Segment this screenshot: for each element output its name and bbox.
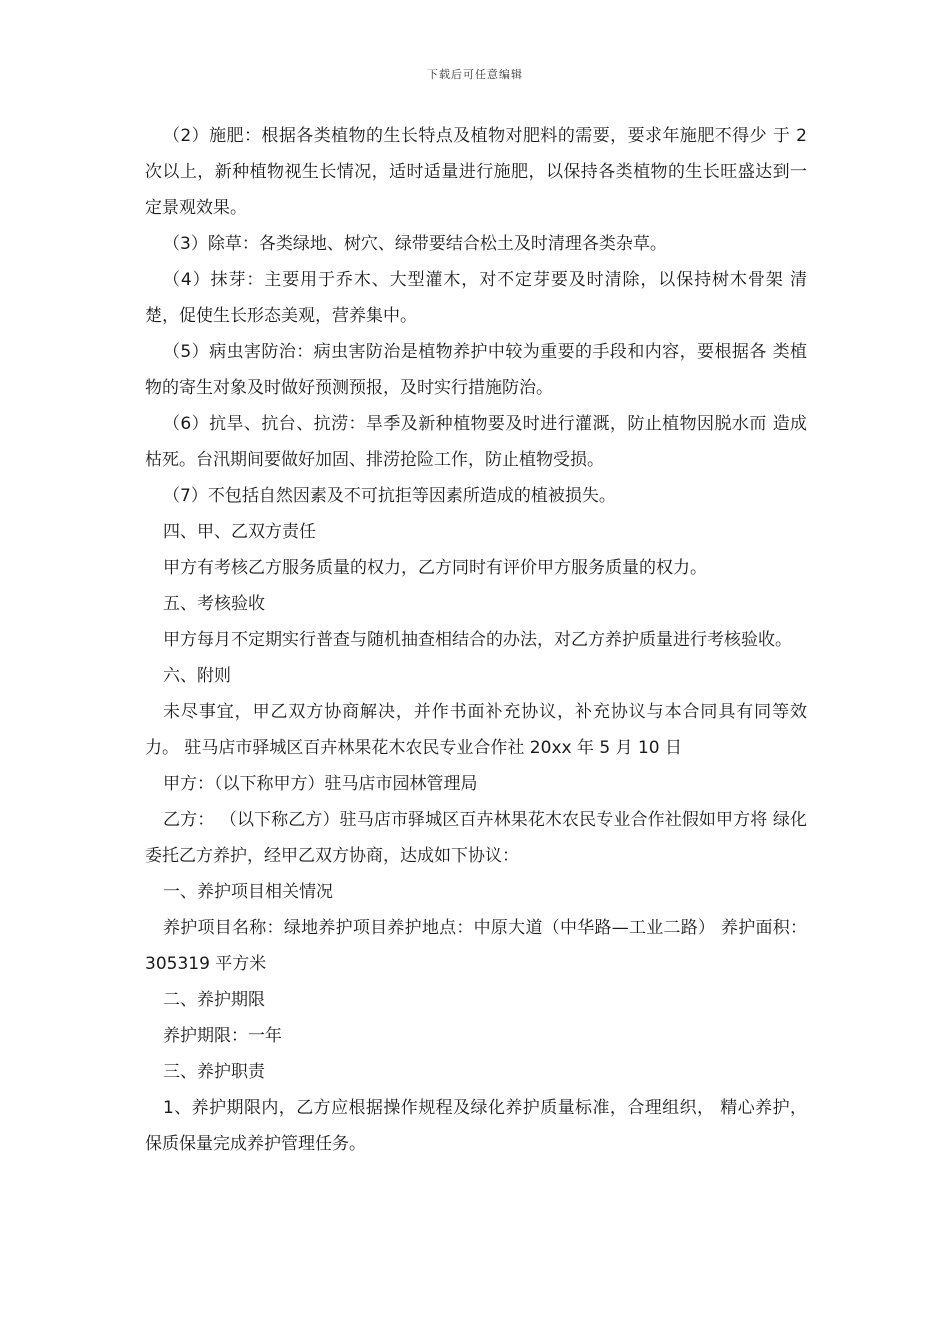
paragraph-fertilizing: （2）施肥：根据各类植物的生长特点及植物对肥料的需要，要求年施肥不得少 于 2 次以上，新种植物视生长情况，适时适量进行施肥，以保持各类植物的生长旺盛达到一定景观效果。 <box>145 126 807 218</box>
paragraph-bud-removal: （4）抹芽：主要用于乔木、大型灌木，对不定芽要及时清除，以保持树木骨架 清楚，促使生长形态美观，营养集中。 <box>145 270 807 326</box>
paragraph-party-a: 甲方：（以下称甲方）驻马店市园林管理局 <box>163 774 478 794</box>
paragraph-weeding: （3）除草：各类绿地、树穴、绿带要结合松土及时清理各类杂草。 <box>163 234 667 254</box>
paragraph-responsibilities: 甲方有考核乙方服务质量的权力，乙方同时有评价甲方服务质量的权力。 <box>163 558 707 578</box>
section-heading-inspection: 五、考核验收 <box>163 594 265 614</box>
paragraph-pest-control: （5）病虫害防治：病虫害防治是植物养护中较为重要的手段和内容，要根据各 类植物的寄生对象及时做好预测预报，及时实行措施防治。 <box>145 342 807 398</box>
section-heading-period: 二、养护期限 <box>163 990 265 1010</box>
paragraph-exclusions: （7）不包括自然因素及不可抗拒等因素所造成的植被损失。 <box>163 486 616 506</box>
paragraph-project-details: 养护项目名称：绿地养护项目养护地点：中原大道（中华路—工业二路） 养护面积：305319 平方米 <box>145 918 807 974</box>
paragraph-supplementary: 未尽事宜，甲乙双方协商解决，并作书面补充协议，补充协议与本合同具有同等效力。 驻马店市驿城区百卉林果花木农民专业合作社 20xx 年 5 月 10 日 <box>145 702 807 758</box>
paragraph-duties: 1、养护期限内，乙方应根据操作规程及绿化养护质量标准，合理组织， 精心养护，保质保量完成养护管理任务。 <box>145 1098 807 1154</box>
section-heading-responsibilities: 四、甲、乙双方责任 <box>163 522 316 542</box>
paragraph-inspection: 甲方每月不定期实行普查与随机抽查相结合的办法，对乙方养护质量进行考核验收。 <box>163 630 792 650</box>
paragraph-party-b: 乙方： （以下称乙方）驻马店市驿城区百卉林果花木农民专业合作社假如甲方将 绿化委托乙方养护，经甲乙双方协商，达成如下协议： <box>145 810 807 866</box>
section-heading-supplementary: 六、附则 <box>163 666 231 686</box>
paragraph-drought-typhoon-flood: （6）抗旱、抗台、抗涝：旱季及新种植物要及时进行灌溉，防止植物因脱水而 造成枯死。台汛期间要做好加固、排涝抢险工作，防止植物受损。 <box>145 414 807 470</box>
section-heading-duties: 三、养护职责 <box>163 1062 265 1082</box>
paragraph-period: 养护期限：一年 <box>163 1026 282 1046</box>
section-heading-project: 一、养护项目相关情况 <box>163 882 333 902</box>
document-body <box>145 118 807 1162</box>
header-note: 下载后可任意编辑 <box>427 68 523 81</box>
